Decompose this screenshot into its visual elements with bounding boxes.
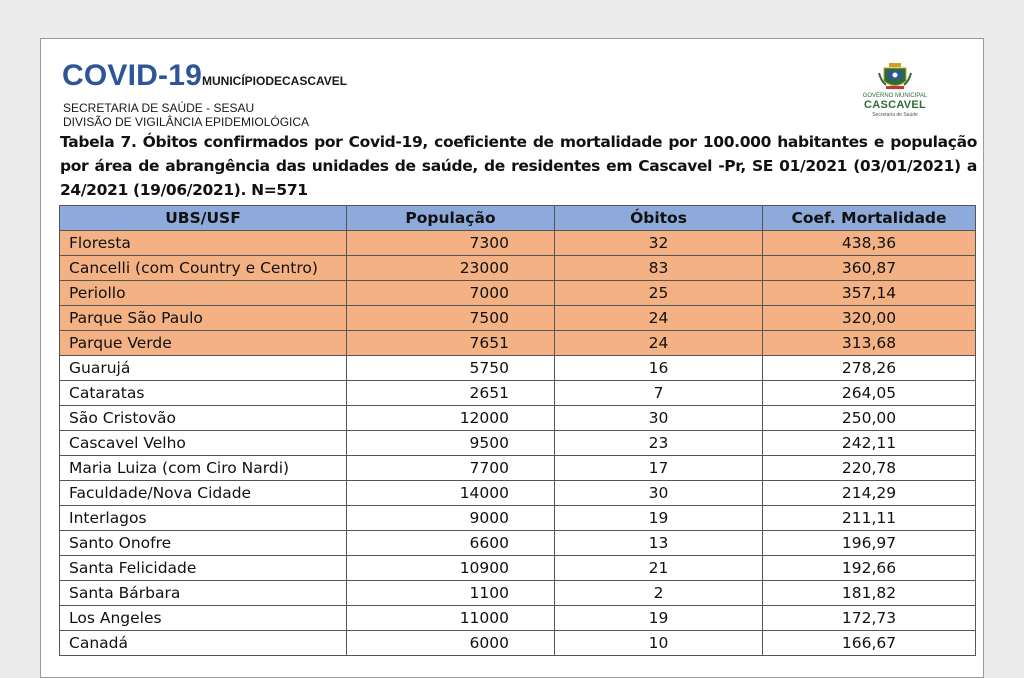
header-populacao: População [347, 206, 555, 231]
subtitle-secretaria: SECRETARIA DE SAÚDE - SESAU [63, 101, 255, 115]
header-coef: Coef. Mortalidade [763, 206, 976, 231]
header-ubs: UBS/USF [60, 206, 347, 231]
table-row [60, 331, 976, 356]
table-row [60, 481, 976, 506]
cell-populacao: 9500 [347, 431, 555, 456]
coat-of-arms-icon [878, 63, 912, 91]
cell-ubs: Parque São Paulo [60, 306, 347, 331]
cell-populacao: 5750 [347, 356, 555, 381]
cell-coef: 211,11 [763, 506, 976, 531]
cell-coef: 250,00 [763, 406, 976, 431]
title-municipio: MUNICÍPIODECASCAVEL [201, 74, 348, 88]
cell-ubs: Cancelli (com Country e Centro) [60, 256, 347, 281]
cell-obitos: 24 [555, 331, 763, 356]
cell-coef: 320,00 [763, 306, 976, 331]
logo-secretaria-text: Secretaria de Saúde [872, 112, 918, 118]
cell-coef: 166,67 [763, 631, 976, 656]
cell-populacao: 12000 [347, 406, 555, 431]
cell-coef: 313,68 [763, 331, 976, 356]
cell-obitos: 83 [555, 256, 763, 281]
cell-coef: 242,11 [763, 431, 976, 456]
title-covid: COVID-19 [62, 59, 202, 92]
cell-ubs: Floresta [60, 231, 347, 256]
table-row [60, 406, 976, 431]
cell-ubs: São Cristovão [60, 406, 347, 431]
logo-city-name: CASCAVEL [863, 99, 927, 111]
document-title [62, 59, 347, 93]
cell-obitos: 19 [555, 506, 763, 531]
cell-populacao: 9000 [347, 506, 555, 531]
table-row [60, 606, 976, 631]
cell-populacao: 7000 [347, 281, 555, 306]
table-row [60, 506, 976, 531]
cell-populacao: 6000 [347, 631, 555, 656]
table-row [60, 581, 976, 606]
cell-obitos: 16 [555, 356, 763, 381]
cell-populacao: 14000 [347, 481, 555, 506]
cell-populacao: 2651 [347, 381, 555, 406]
cell-ubs: Santo Onofre [60, 531, 347, 556]
table-caption: Tabela 7. Óbitos confirmados por Covid-19, coeficiente de mortalidade por 100.000 habitantes e população por área de abrangência das unidades de saúde, de residentes em Cascavel -Pr, SE 01/2021 (03/01/2021) a 24/2021 (19/06/2021). N=571 [60, 133, 977, 199]
mortality-table [59, 205, 976, 656]
cell-coef: 181,82 [763, 581, 976, 606]
table-row [60, 381, 976, 406]
cell-coef: 192,66 [763, 556, 976, 581]
cell-ubs: Interlagos [60, 506, 347, 531]
logo-government-text: GOVERNO MUNICIPAL [862, 93, 928, 99]
table-row [60, 456, 976, 481]
cell-obitos: 23 [555, 431, 763, 456]
cell-populacao: 7300 [347, 231, 555, 256]
cell-obitos: 24 [555, 306, 763, 331]
cell-obitos: 17 [555, 456, 763, 481]
cell-obitos: 13 [555, 531, 763, 556]
table-row [60, 231, 976, 256]
cell-coef: 220,78 [763, 456, 976, 481]
cell-obitos: 10 [555, 631, 763, 656]
table-row [60, 631, 976, 656]
cell-coef: 360,87 [763, 256, 976, 281]
cell-populacao: 7651 [347, 331, 555, 356]
cell-obitos: 32 [555, 231, 763, 256]
cell-ubs: Los Angeles [60, 606, 347, 631]
cell-populacao: 6600 [347, 531, 555, 556]
cell-ubs: Santa Bárbara [60, 581, 347, 606]
cell-obitos: 7 [555, 381, 763, 406]
table-row [60, 306, 976, 331]
cell-populacao: 23000 [347, 256, 555, 281]
cell-ubs: Guarujá [60, 356, 347, 381]
table-row [60, 431, 976, 456]
cell-coef: 264,05 [763, 381, 976, 406]
cell-populacao: 7700 [347, 456, 555, 481]
cell-obitos: 30 [555, 406, 763, 431]
cell-coef: 438,36 [763, 231, 976, 256]
cell-obitos: 21 [555, 556, 763, 581]
cell-coef: 196,97 [763, 531, 976, 556]
cell-ubs: Maria Luiza (com Ciro Nardi) [60, 456, 347, 481]
cell-ubs: Santa Felicidade [60, 556, 347, 581]
cell-populacao: 10900 [347, 556, 555, 581]
cell-populacao: 11000 [347, 606, 555, 631]
cell-coef: 214,29 [763, 481, 976, 506]
cell-populacao: 1100 [347, 581, 555, 606]
cell-coef: 357,14 [763, 281, 976, 306]
cell-ubs: Cataratas [60, 381, 347, 406]
cell-populacao: 7500 [347, 306, 555, 331]
table-row [60, 556, 976, 581]
table-row [60, 356, 976, 381]
cell-coef: 172,73 [763, 606, 976, 631]
cell-ubs: Canadá [60, 631, 347, 656]
cell-obitos: 2 [555, 581, 763, 606]
table-row [60, 281, 976, 306]
table-row [60, 256, 976, 281]
cell-obitos: 25 [555, 281, 763, 306]
table-row [60, 531, 976, 556]
cell-obitos: 30 [555, 481, 763, 506]
cell-coef: 278,26 [763, 356, 976, 381]
cell-ubs: Faculdade/Nova Cidade [60, 481, 347, 506]
cascavel-logo [859, 61, 931, 119]
cell-ubs: Parque Verde [60, 331, 347, 356]
header-obitos: Óbitos [555, 206, 763, 231]
table-header-row [60, 206, 976, 231]
cell-obitos: 19 [555, 606, 763, 631]
cell-ubs: Periollo [60, 281, 347, 306]
document-page [40, 38, 984, 678]
cell-ubs: Cascavel Velho [60, 431, 347, 456]
table-body [60, 231, 976, 656]
subtitle-divisao: DIVISÃO DE VIGILÂNCIA EPIDEMIOLÓGICA [63, 115, 310, 129]
